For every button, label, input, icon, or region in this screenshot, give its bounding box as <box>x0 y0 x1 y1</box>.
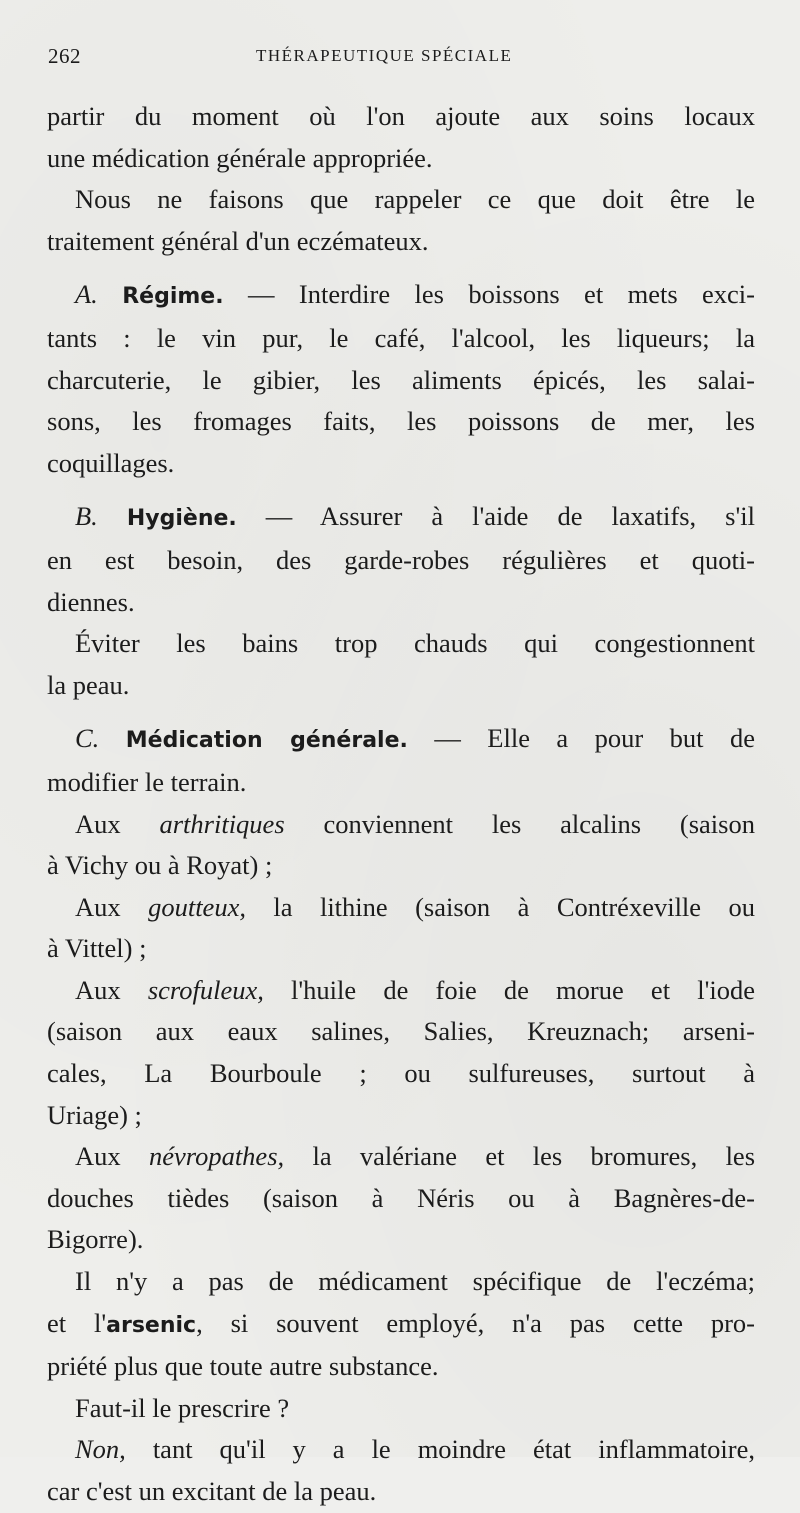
text-fragment: — Assurer à l'aide de laxatifs, s'il <box>236 501 755 532</box>
emphasis: scrofuleux, <box>147 974 264 1005</box>
text-fragment: tant qu'il y a le moindre état inflammatoire, <box>125 1434 755 1465</box>
paragraph-arsenic <box>47 1261 755 1388</box>
text-line: partir du moment où l'on ajoute aux soins locaux <box>47 101 755 131</box>
text-fragment: Aux <box>75 974 148 1005</box>
text-fragment: Aux <box>75 1141 149 1172</box>
text-line: charcuterie, le gibier, les aliments épicés, les salai- <box>47 364 755 395</box>
text-line: tants : le vin pur, le café, l'alcool, les liqueurs; la <box>47 322 755 353</box>
text-fragment: et l' <box>47 1307 107 1338</box>
emphasis: névropathes, <box>148 1141 285 1172</box>
text-line <box>47 1303 755 1347</box>
text-line <box>47 970 755 1012</box>
text-fragment: Aux <box>75 891 149 922</box>
paragraph-general-treatment <box>47 179 755 262</box>
text-line: Bigorre). <box>47 1224 144 1255</box>
text-line: en est besoin, des garde-robes régulières et quoti- <box>47 544 755 575</box>
text-line: douches tièdes (saison à Néris ou à Bagnères-de- <box>47 1182 755 1213</box>
text-fragment: la valériane et les bromures, les <box>284 1141 756 1172</box>
text-line: car c'est un excitant de la peau. <box>47 1476 377 1506</box>
paragraph-nevropathes <box>47 1136 755 1261</box>
emphasis: arthritiques <box>159 808 285 839</box>
page-number: 262 <box>48 44 81 68</box>
section-title: Hygiène. <box>126 506 237 532</box>
page-body <box>47 96 755 1513</box>
paragraph-answer <box>47 1429 755 1512</box>
text-fragment: — Elle a pour but de <box>407 723 756 754</box>
text-line: sons, les fromages faits, les poissons de mer, les <box>47 406 755 437</box>
text-line: cales, La Bourboule ; ou sulfureuses, surtout à <box>47 1058 755 1089</box>
text-fragment: l'huile de foie de morue et l'iode <box>263 974 755 1005</box>
text-line: (saison aux eaux salines, Salies, Kreuznach; arseni- <box>47 1016 755 1047</box>
text-fragment: — Interdire les boissons et mets exci- <box>223 279 755 310</box>
running-title: THÉRAPEUTIQUE SPÉCIALE <box>256 46 513 65</box>
paragraph-question <box>47 1388 755 1430</box>
text-line: modifier le terrain. <box>47 766 247 797</box>
section-letter: C. <box>75 723 100 754</box>
text-line <box>47 1136 755 1178</box>
text-line: Éviter les bains trop chauds qui congestionnent <box>75 628 755 659</box>
section-hygiene <box>47 496 755 623</box>
text-line <box>47 887 755 929</box>
paragraph-intro <box>47 96 755 179</box>
text-line <box>47 718 755 762</box>
section-medication <box>47 718 755 803</box>
section-title: Régime. <box>122 284 224 310</box>
page-header <box>48 44 754 74</box>
text-fragment: conviennent les alcalins (saison <box>284 808 755 839</box>
text-line: Faut-il le prescrire ? <box>75 1392 290 1423</box>
text-fragment: , si souvent employé, n'a pas cette pro- <box>196 1307 755 1338</box>
text-line <box>47 496 755 540</box>
text-line: Uriage) ; <box>47 1099 142 1130</box>
section-letter: A. <box>75 279 98 310</box>
text-line: traitement général d'un eczémateux. <box>47 225 429 256</box>
text-line: diennes. <box>47 586 135 617</box>
text-line: Nous ne faisons que rappeler ce que doit être le <box>75 184 755 215</box>
emphasis: goutteux, <box>148 891 246 922</box>
section-regime <box>47 274 755 484</box>
text-line: une médication générale appropriée. <box>47 142 433 173</box>
text-line: à Vichy ou à Royat) ; <box>47 850 273 881</box>
text-line: priété plus que toute autre substance. <box>47 1351 439 1382</box>
text-fragment: la lithine (saison à Contréxeville ou <box>245 891 755 922</box>
emphasis: Non, <box>75 1434 126 1465</box>
paragraph-arthritiques <box>47 804 755 887</box>
text-line: la peau. <box>47 669 130 700</box>
text-line <box>47 1429 755 1471</box>
paragraph-goutteux <box>47 887 755 970</box>
text-line <box>47 804 755 846</box>
text-line: Il n'y a pas de médicament spécifique de l'eczéma; <box>75 1266 755 1297</box>
bold-term: arsenic <box>106 1312 197 1338</box>
section-letter: B. <box>75 501 98 532</box>
text-line: à Vittel) ; <box>47 933 147 964</box>
text-fragment: Aux <box>75 808 160 839</box>
text-line <box>47 274 755 318</box>
paragraph-scrofuleux <box>47 970 755 1136</box>
paragraph-baths <box>47 623 755 706</box>
text-line: coquillages. <box>47 447 175 478</box>
section-title: Médication générale. <box>125 728 408 754</box>
